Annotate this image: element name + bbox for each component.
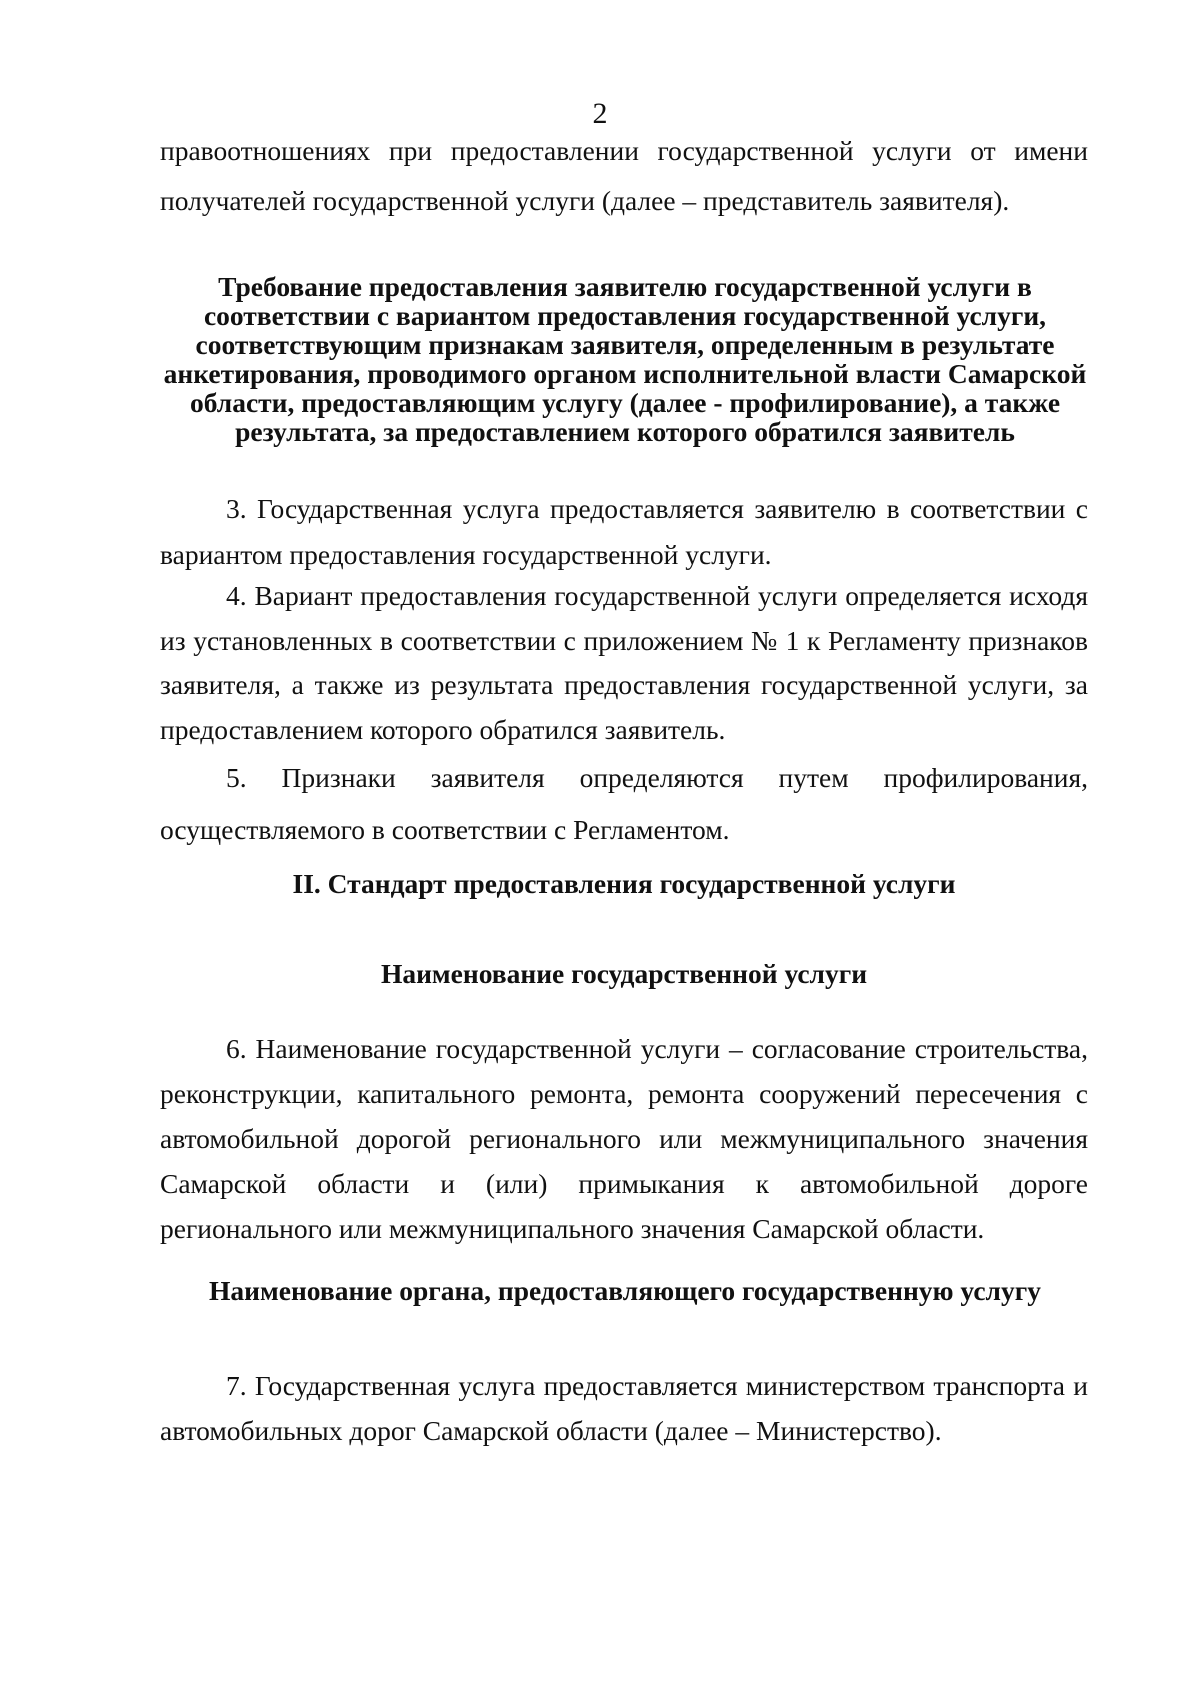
authority-heading: Наименование органа, предоставляющего государственную услугу	[209, 1275, 1041, 1306]
paragraph-3: 3. Государственная услуга предоставляется заявителю в соответствии с вариантом предоставления государственной услуги.	[160, 493, 1088, 570]
requirements-heading: Требование предоставления заявителю государственной услуги в соответствии с вариантом предоставления государственной услуги, соответствующим признакам заявителя, определенным в результате анкетирования, проводимого органом исполнительной власти Самарской области, предоставляющим услугу (далее - профилирование), а также результата, за предоставлением которого обратился заявитель	[163, 271, 1087, 447]
section-2-title: II. Стандарт предоставления государственной услуги	[292, 868, 956, 899]
paragraph-6: 6. Наименование государственной услуги – согласование строительства, реконструкции, капитального ремонта, ремонта сооружений пересечения с автомобильной дорогой регионального или межмуниципального значения Самарской области и (или) примыкания к автомобильной дороге регионального или межмуниципального значения Самарской области.	[160, 1033, 1088, 1244]
page-number: 2	[592, 97, 608, 130]
paragraph-5: 5. Признаки заявителя определяются путем профилирования, осуществляемого в соответствии с Регламентом.	[160, 762, 1088, 845]
paragraph-4: 4. Вариант предоставления государственной услуги определяется исходя из установленных в соответствии с приложением № 1 к Регламенту признаков заявителя, а также из результата предоставления государственной услуги, за предоставлением которого обратился заявитель.	[160, 580, 1088, 745]
continuation-paragraph: правоотношениях при предоставлении государственной услуги от имени получателей государственной услуги (далее – представитель заявителя).	[160, 135, 1088, 216]
service-name-heading: Наименование государственной услуги	[380, 958, 868, 989]
paragraph-7: 7. Государственная услуга предоставляется министерством транспорта и автомобильных дорог Самарской области (далее – Министерство).	[160, 1370, 1088, 1446]
